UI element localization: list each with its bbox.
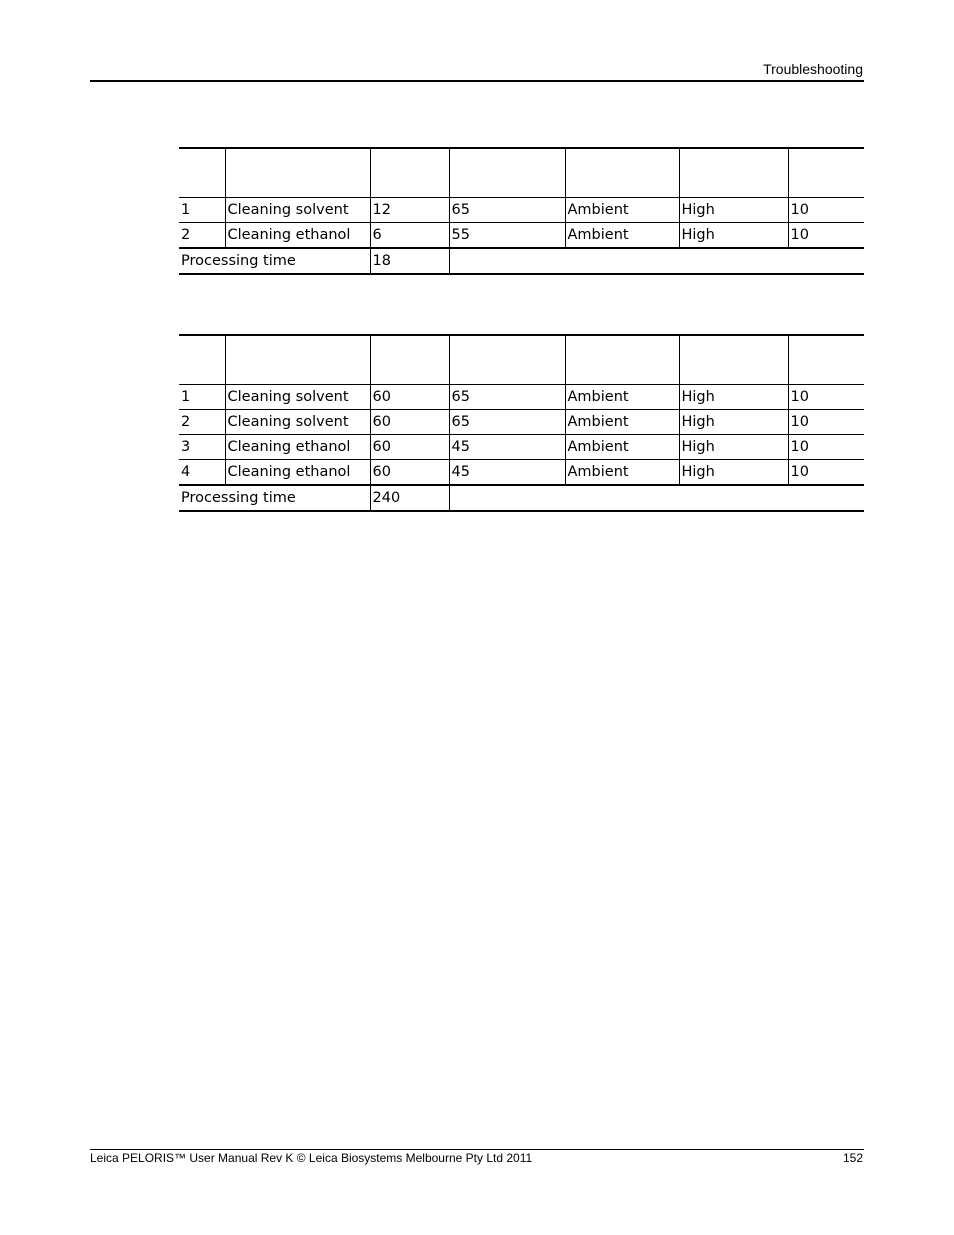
header-rule <box>90 80 864 82</box>
header-cell <box>679 335 788 385</box>
processing-time-label: Processing time <box>179 248 370 274</box>
page-number: 152 <box>842 1151 863 1165</box>
time-cell: 60 <box>370 410 449 435</box>
table-row <box>179 198 864 223</box>
table-header-row <box>179 335 864 385</box>
table-row <box>179 385 864 410</box>
reagent-cell: Cleaning ethanol <box>225 460 370 486</box>
pressure-cell: Ambient <box>565 460 679 486</box>
header-cell <box>179 148 225 198</box>
pressure-cell: Ambient <box>565 435 679 460</box>
pressure-cell: Ambient <box>565 410 679 435</box>
table-row <box>179 410 864 435</box>
stirrer-cell: High <box>679 410 788 435</box>
cleaning-protocol-table-1 <box>179 147 864 275</box>
header-cell <box>788 148 864 198</box>
stirrer-cell: High <box>679 223 788 249</box>
empty-cell <box>449 485 864 511</box>
reagent-cell: Cleaning solvent <box>225 198 370 223</box>
processing-time-label: Processing time <box>179 485 370 511</box>
header-cell <box>565 335 679 385</box>
processing-time-value: 240 <box>370 485 449 511</box>
processing-time-value: 18 <box>370 248 449 274</box>
temperature-cell: 65 <box>449 198 565 223</box>
stirrer-cell: High <box>679 460 788 486</box>
header-cell <box>370 335 449 385</box>
temperature-cell: 65 <box>449 385 565 410</box>
step-cell: 1 <box>179 385 225 410</box>
reagent-cell: Cleaning solvent <box>225 410 370 435</box>
table-row <box>179 435 864 460</box>
pressure-cell: Ambient <box>565 223 679 249</box>
step-cell: 1 <box>179 198 225 223</box>
step-cell: 4 <box>179 460 225 486</box>
time-cell: 12 <box>370 198 449 223</box>
temperature-cell: 65 <box>449 410 565 435</box>
reagent-cell: Cleaning solvent <box>225 385 370 410</box>
header-cell <box>788 335 864 385</box>
step-cell: 2 <box>179 223 225 249</box>
drip-time-cell: 10 <box>788 410 864 435</box>
processing-time-row <box>179 485 864 511</box>
reagent-cell: Cleaning ethanol <box>225 435 370 460</box>
drip-time-cell: 10 <box>788 435 864 460</box>
drip-time-cell: 10 <box>788 198 864 223</box>
table-header-row <box>179 148 864 198</box>
processing-time-row <box>179 248 864 274</box>
header-cell <box>370 148 449 198</box>
drip-time-cell: 10 <box>788 385 864 410</box>
stirrer-cell: High <box>679 198 788 223</box>
header-cell <box>449 148 565 198</box>
drip-time-cell: 10 <box>788 460 864 486</box>
pressure-cell: Ambient <box>565 385 679 410</box>
running-header: Troubleshooting <box>763 61 863 77</box>
header-cell <box>225 335 370 385</box>
table-row <box>179 223 864 249</box>
empty-cell <box>449 248 864 274</box>
step-cell: 2 <box>179 410 225 435</box>
time-cell: 60 <box>370 460 449 486</box>
temperature-cell: 55 <box>449 223 565 249</box>
time-cell: 60 <box>370 435 449 460</box>
step-cell: 3 <box>179 435 225 460</box>
time-cell: 6 <box>370 223 449 249</box>
header-cell <box>679 148 788 198</box>
time-cell: 60 <box>370 385 449 410</box>
header-cell <box>565 148 679 198</box>
pressure-cell: Ambient <box>565 198 679 223</box>
stirrer-cell: High <box>679 385 788 410</box>
header-cell <box>449 335 565 385</box>
stirrer-cell: High <box>679 435 788 460</box>
footer-rule <box>90 1149 864 1150</box>
cleaning-protocol-table-2 <box>179 334 864 512</box>
reagent-cell: Cleaning ethanol <box>225 223 370 249</box>
header-cell <box>179 335 225 385</box>
temperature-cell: 45 <box>449 460 565 486</box>
temperature-cell: 45 <box>449 435 565 460</box>
table-row <box>179 460 864 486</box>
drip-time-cell: 10 <box>788 223 864 249</box>
footer-copyright: Leica PELORIS™ User Manual Rev K © Leica Biosystems Melbourne Pty Ltd 2011 <box>90 1151 533 1165</box>
header-cell <box>225 148 370 198</box>
